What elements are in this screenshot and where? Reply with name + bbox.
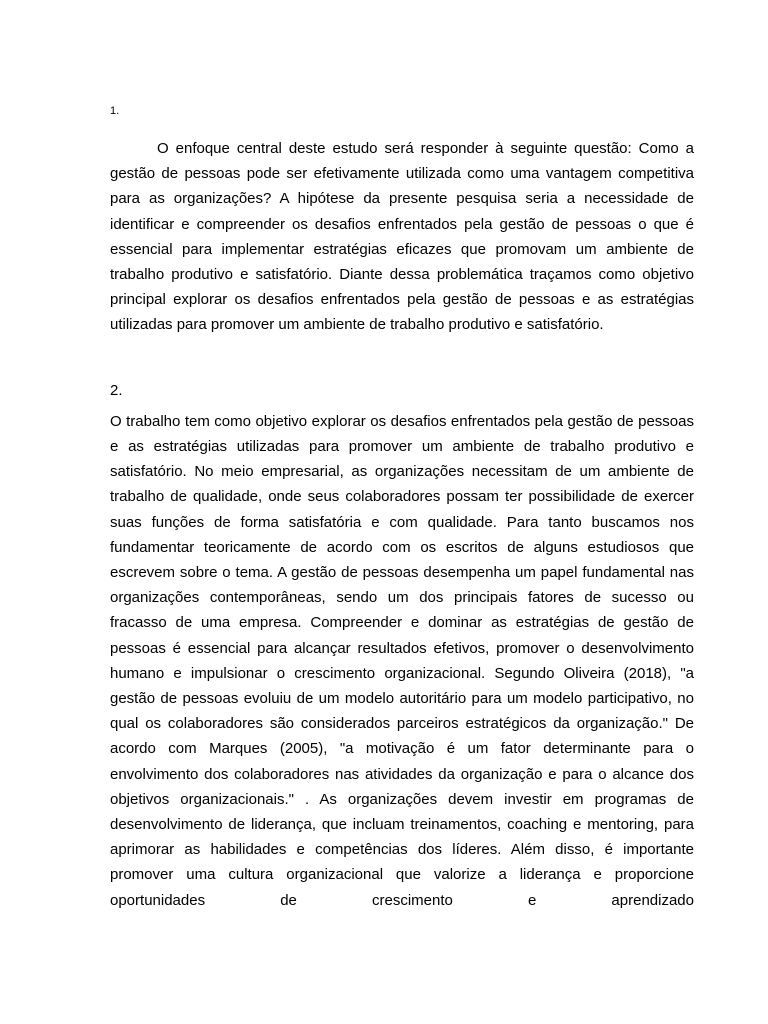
- document-body: [110, 104, 694, 913]
- section-2-number: 2.: [110, 381, 123, 399]
- section-1-number: 1.: [110, 105, 120, 117]
- section-2-paragraph: O trabalho tem como objetivo explorar os desafios enfrentados pela gestão de pessoas e as estratégias utilizadas para promover um ambiente de trabalho produtivo e satisfatório. No meio empresarial, as organizações necessitam de um ambiente de trabalho de qualidade, onde seus colaboradores possam ter possibilidade de exercer suas funções de forma satisfatória e com qualidade. Para tanto buscamos nos fundamentar teoricamente de acordo com os escritos de alguns estudiosos que escrevem sobre o tema. A gestão de pessoas desempenha um papel fundamental nas organizações contemporâneas, sendo um dos principais fatores de sucesso ou fracasso de uma empresa. Compreender e dominar as estratégias de gestão de pessoas é essencial para alcançar resultados efetivos, promover o desenvolvimento humano e impulsionar o crescimento organizacional. Segundo Oliveira (2018), "a gestão de pessoas evoluiu de um modelo autoritário para um modelo participativo, no qual os colaboradores são considerados parceiros estratégicos da organização." De acordo com Marques (2005), "a motivação é um fator determinante para o envolvimento dos colaboradores nas atividades da organização e para o alcance dos objetivos organizacionais." . As organizações devem investir em programas de desenvolvimento de liderança, que incluam treinamentos, coaching e mentoring, para aprimorar as habilidades e competências dos líderes. Além disso, é importante promover uma cultura organizacional que valorize a liderança e proporcione oportunidades de crescimento e aprendizado: [110, 412, 694, 909]
- section-1-paragraph: O enfoque central deste estudo será responder à seguinte questão: Como a gestão de pessoas pode ser efetivamente utilizada como uma vantagem competitiva para as organizações? A hipótese da presente pesquisa seria a necessidade de identificar e compreender os desafios enfrentados pela gestão de pessoas o que é essencial para implementar estratégias eficazes que promovam um ambiente de trabalho produtivo e satisfatório. Diante dessa problemática traçamos como objetivo principal explorar os desafios enfrentados pela gestão de pessoas e as estratégias utilizadas para promover um ambiente de trabalho produtivo e satisfatório.: [110, 140, 694, 334]
